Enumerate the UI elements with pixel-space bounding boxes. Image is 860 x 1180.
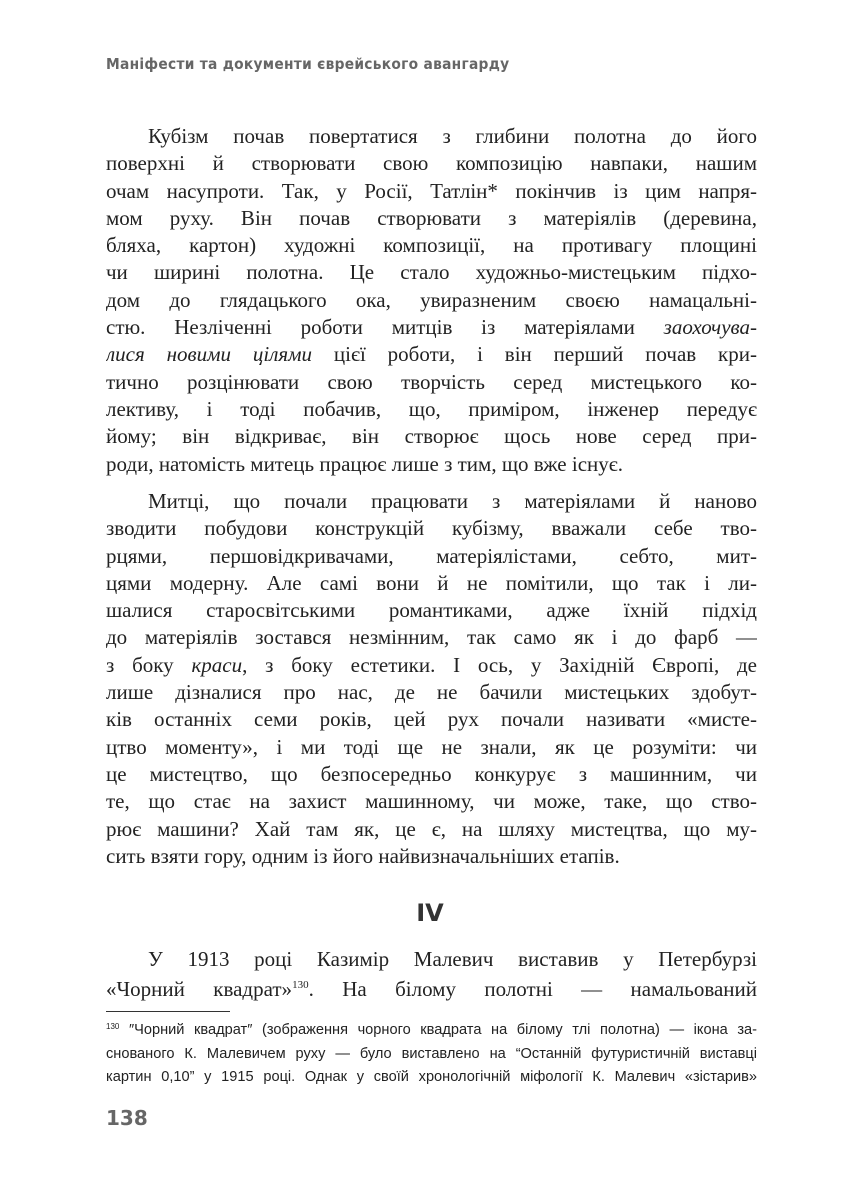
text-segment: тично розцінювати свою творчість серед мистецького ко- bbox=[106, 369, 757, 394]
footnote-line bbox=[106, 1019, 757, 1043]
footnote bbox=[106, 1019, 757, 1090]
text-line bbox=[106, 287, 757, 314]
footnote-ref[interactable]: 130 bbox=[292, 979, 309, 991]
text-segment: дом до глядацького ока, увиразненим своєю намацальні- bbox=[106, 287, 757, 312]
paragraph-2 bbox=[106, 488, 757, 870]
text-segment: шалися старосвітськими романтиками, адже їхній підхід bbox=[106, 598, 757, 623]
text-segment: те, що стає на захист машинному, чи може, таке, що ство- bbox=[106, 789, 757, 814]
text-segment: до матеріялів зостався незмінним, так само як і до фарб — bbox=[106, 625, 757, 650]
text-line bbox=[106, 259, 757, 286]
text-line bbox=[106, 761, 757, 788]
text-line bbox=[106, 515, 757, 542]
paragraph-1 bbox=[106, 123, 757, 478]
text-line bbox=[106, 974, 757, 1004]
text-line bbox=[106, 369, 757, 396]
text-line bbox=[106, 570, 757, 597]
text-line bbox=[106, 396, 757, 423]
text-line bbox=[106, 944, 757, 974]
text-line bbox=[106, 543, 757, 570]
text-line bbox=[106, 423, 757, 450]
text-segment: йому; він відкриває, він створює щось нове серед при- bbox=[106, 424, 757, 449]
footnote-line: картин 0,10” у 1915 році. Однак у своїй хронологічній міфології К. Малевич «зістарив» bbox=[106, 1069, 757, 1085]
text-segment: поверхні й створювати свою композицію навпаки, нашим bbox=[106, 151, 757, 176]
text-segment: сить взяти гору, одним із його найвизначальніших етапів. bbox=[106, 843, 620, 868]
text-line bbox=[106, 451, 757, 478]
text-line bbox=[106, 123, 757, 150]
text-segment: ків останніх семи років, цей рух почали називати «мисте- bbox=[106, 707, 757, 732]
text-line bbox=[106, 816, 757, 843]
text-segment: зводити побудови конструкцій кубізму, вважали себе тво- bbox=[106, 516, 757, 541]
text-segment: це мистецтво, що безпосередньо конкурує з машинним, чи bbox=[106, 761, 757, 786]
section-heading: IV bbox=[416, 899, 444, 927]
running-header: Маніфести та документи єврейського авангарду bbox=[106, 55, 510, 73]
footnote-divider bbox=[106, 1011, 230, 1012]
text-line bbox=[106, 232, 757, 259]
text-segment: «Чорний квадрат» bbox=[106, 977, 293, 1001]
text-segment: , з боку естетики. І ось, у Західній Європі, де bbox=[242, 652, 757, 677]
text-line bbox=[106, 488, 757, 515]
text-line bbox=[106, 788, 757, 815]
text-line bbox=[106, 734, 757, 761]
text-line bbox=[106, 314, 757, 341]
text-segment: Кубізм почав повертатися з глибини полотна до його bbox=[148, 124, 757, 148]
text-segment: цієї роботи, і він перший почав кри- bbox=[312, 342, 757, 367]
text-segment: Митці, що почали працювати з матеріялами й наново bbox=[148, 489, 757, 513]
text-segment: рцями, першовідкривачами, матеріялістами, себто, мит- bbox=[106, 543, 757, 568]
paragraph-3 bbox=[106, 944, 757, 1004]
italic-text: заохочува- bbox=[663, 315, 757, 340]
text-segment: очам насупроти. Так, у Росії, Татлін* покінчив із цим напря- bbox=[106, 178, 757, 203]
text-line bbox=[106, 706, 757, 733]
footnote-line: снованого К. Малевичем руху — було виставлено на “Останній футуристичній виставці bbox=[106, 1045, 757, 1062]
text-segment: У 1913 році Казимір Малевич виставив у Петербурзі bbox=[148, 947, 757, 971]
text-line bbox=[106, 624, 757, 651]
text-segment: лише дізналися про нас, де не бачили мистецьких здобут- bbox=[106, 680, 757, 705]
text-line bbox=[106, 205, 757, 232]
footnote-number: 130 bbox=[106, 1022, 120, 1031]
text-segment: ″Чорний квадрат″ (зображення чорного квадрата на білому тлі полотна) — ікона за- bbox=[119, 1022, 757, 1038]
text-line bbox=[106, 597, 757, 624]
italic-text: краси bbox=[191, 652, 243, 677]
text-line bbox=[106, 178, 757, 205]
text-segment: бляха, картон) художні композиції, на противагу площині bbox=[106, 233, 757, 258]
text-line bbox=[106, 679, 757, 706]
text-segment: роди, натомість митець працює лише з тим, що вже існує. bbox=[106, 451, 624, 476]
italic-text: лися новими цілями bbox=[106, 342, 313, 367]
text-segment: цями модерну. Але самі вони й не помітили, що так і ли- bbox=[106, 570, 757, 595]
page-number: 138 bbox=[106, 1106, 148, 1130]
text-segment: мом руху. Він почав створювати з матеріялів (деревина, bbox=[106, 205, 757, 230]
text-segment: цтво моменту», і ми тоді ще не знали, як це розуміти: чи bbox=[106, 734, 757, 759]
text-segment: з боку bbox=[106, 652, 192, 677]
text-line bbox=[106, 843, 757, 870]
text-segment: . На білому полотні — намальований bbox=[308, 977, 757, 1001]
text-line bbox=[106, 652, 757, 679]
text-line bbox=[106, 150, 757, 177]
text-segment: лективу, і тоді побачив, що, приміром, інженер передує bbox=[106, 396, 757, 421]
text-segment: чи ширині полотна. Це стало художньо-мистецьким підхо- bbox=[106, 260, 757, 285]
text-line bbox=[106, 341, 757, 368]
text-segment: стю. Незліченні роботи митців із матеріялами bbox=[106, 315, 664, 340]
text-segment: рює машини? Хай там як, це є, на шляху мистецтва, що му- bbox=[106, 816, 757, 841]
